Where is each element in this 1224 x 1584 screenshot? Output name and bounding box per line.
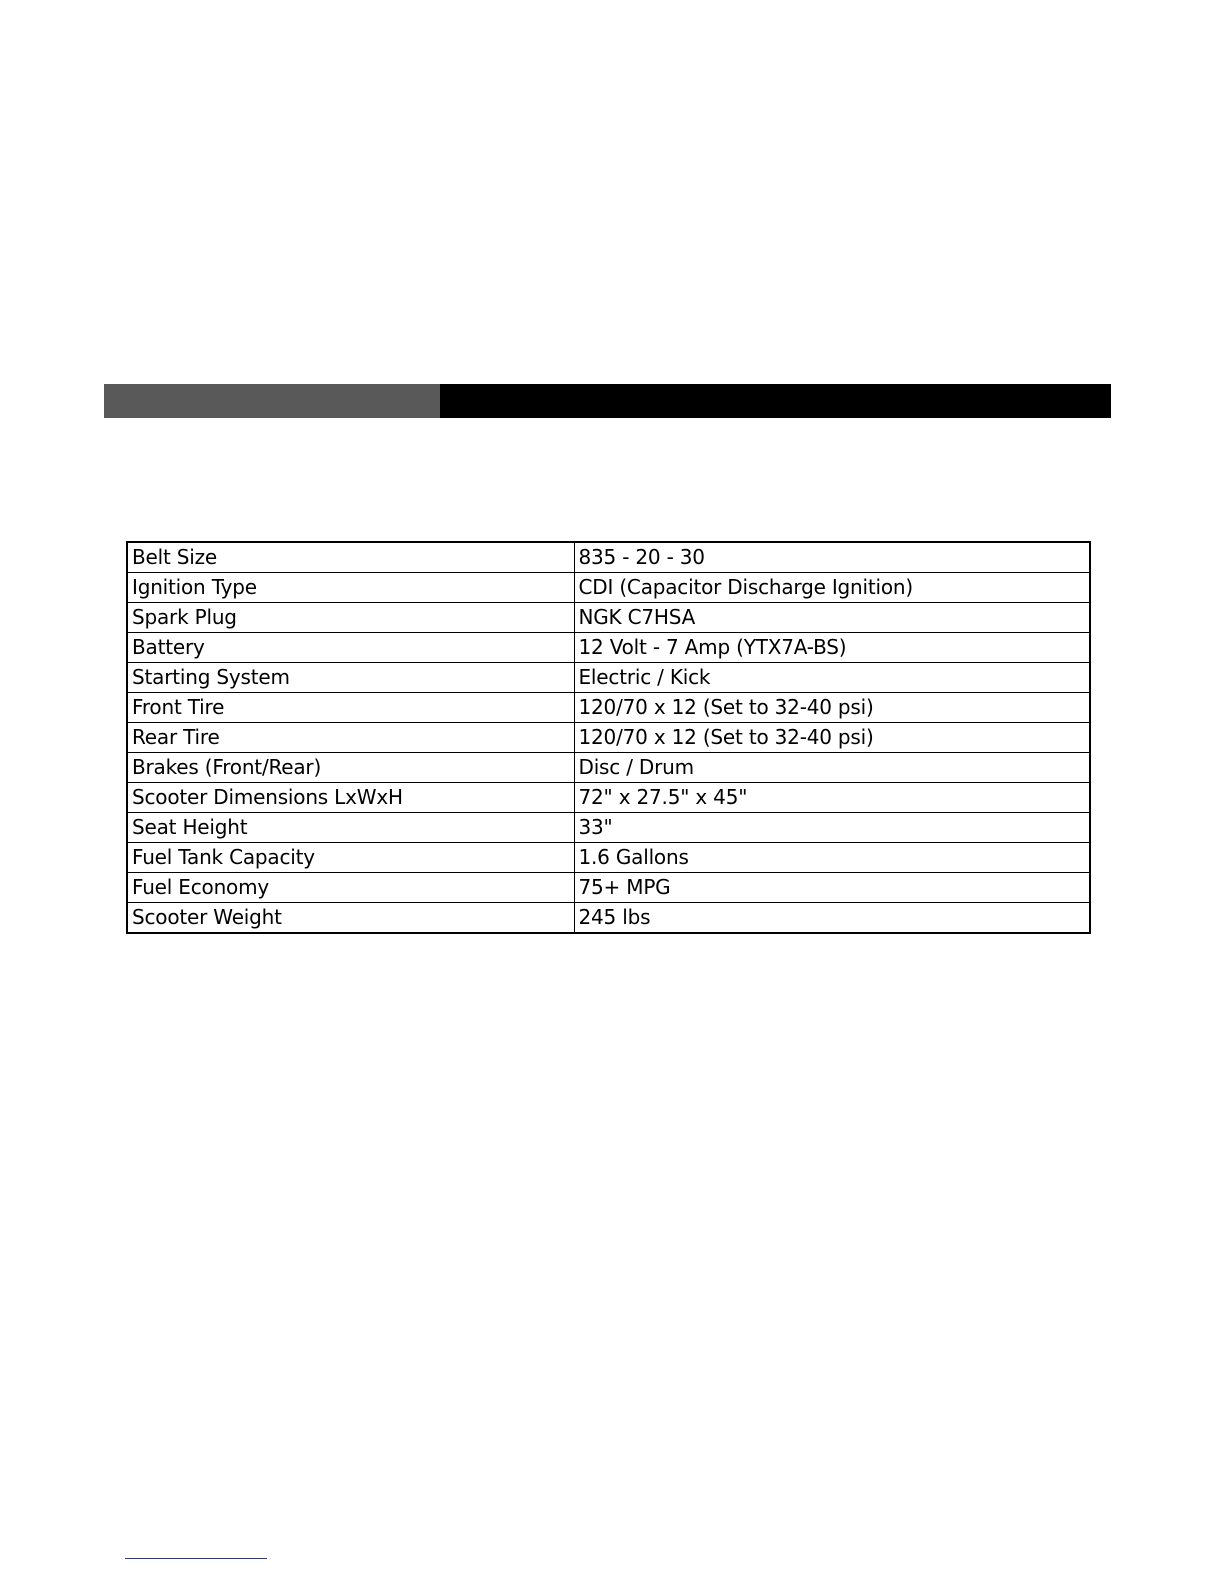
spec-value: 835 - 20 - 30 bbox=[574, 542, 1090, 573]
table-row bbox=[127, 603, 1090, 633]
table-row bbox=[127, 663, 1090, 693]
spec-label: Rear Tire bbox=[127, 723, 574, 753]
spec-value: 120/70 x 12 (Set to 32-40 psi) bbox=[574, 693, 1090, 723]
specifications-table bbox=[126, 541, 1091, 934]
table-row bbox=[127, 903, 1090, 934]
spec-label: Starting System bbox=[127, 663, 574, 693]
spec-label: Belt Size bbox=[127, 542, 574, 573]
table-row bbox=[127, 843, 1090, 873]
spec-value: 72" x 27.5" x 45" bbox=[574, 783, 1090, 813]
spec-value: 1.6 Gallons bbox=[574, 843, 1090, 873]
spec-value: NGK C7HSA bbox=[574, 603, 1090, 633]
spec-label: Fuel Tank Capacity bbox=[127, 843, 574, 873]
table-row bbox=[127, 723, 1090, 753]
header-bar-black-segment bbox=[440, 384, 1111, 418]
spec-value: CDI (Capacitor Discharge Ignition) bbox=[574, 573, 1090, 603]
table-row bbox=[127, 873, 1090, 903]
header-bar-gray-segment bbox=[104, 384, 440, 418]
table-row bbox=[127, 693, 1090, 723]
table-row bbox=[127, 783, 1090, 813]
spec-value: 33" bbox=[574, 813, 1090, 843]
spec-value: 245 lbs bbox=[574, 903, 1090, 934]
footnote-divider bbox=[125, 1558, 267, 1559]
spec-label: Scooter Weight bbox=[127, 903, 574, 934]
table-row bbox=[127, 542, 1090, 573]
section-header-bar bbox=[104, 384, 1111, 418]
spec-value: Electric / Kick bbox=[574, 663, 1090, 693]
spec-value: 75+ MPG bbox=[574, 873, 1090, 903]
spec-label: Battery bbox=[127, 633, 574, 663]
spec-label: Spark Plug bbox=[127, 603, 574, 633]
spec-label: Ignition Type bbox=[127, 573, 574, 603]
table-row bbox=[127, 753, 1090, 783]
spec-value: 120/70 x 12 (Set to 32-40 psi) bbox=[574, 723, 1090, 753]
spec-label: Seat Height bbox=[127, 813, 574, 843]
spec-value: 12 Volt - 7 Amp (YTX7A-BS) bbox=[574, 633, 1090, 663]
spec-label: Front Tire bbox=[127, 693, 574, 723]
spec-label: Fuel Economy bbox=[127, 873, 574, 903]
table-row bbox=[127, 633, 1090, 663]
spec-value: Disc / Drum bbox=[574, 753, 1090, 783]
spec-label: Scooter Dimensions LxWxH bbox=[127, 783, 574, 813]
spec-label: Brakes (Front/Rear) bbox=[127, 753, 574, 783]
table-row bbox=[127, 573, 1090, 603]
table-row bbox=[127, 813, 1090, 843]
